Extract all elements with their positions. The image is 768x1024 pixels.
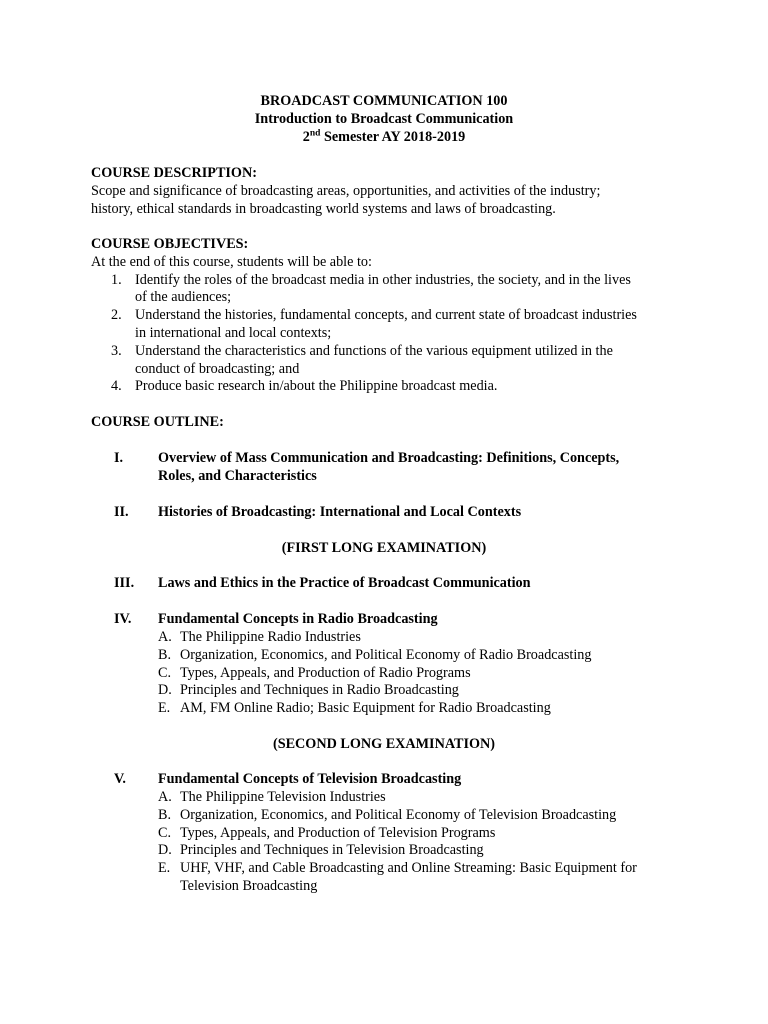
topic-letter: A. <box>158 789 172 805</box>
unit-numeral: I. <box>114 450 124 466</box>
list-item <box>158 647 688 665</box>
topic-text: Types, Appeals, and Production of Television Programs <box>180 824 496 841</box>
course-description-section <box>91 165 681 218</box>
objective-item <box>91 307 681 343</box>
unit-title-line-1: Overview of Mass Communication and Broadcasting: Definitions, Concepts, <box>158 450 620 466</box>
course-description-line-2: history, ethical standards in broadcasting world systems and laws of broadcasting. <box>91 200 556 217</box>
course-header <box>0 93 768 147</box>
objective-text: Identify the roles of the broadcast media in other industries, the society, and in the lives <box>135 271 631 288</box>
radio-topics-list <box>158 629 688 718</box>
topic-letter: D. <box>158 842 172 859</box>
topic-letter: D. <box>158 682 172 699</box>
semester-rest: Semester AY 2018-2019 <box>320 129 466 145</box>
topic-letter: C. <box>158 824 172 841</box>
topic-text: Organization, Economics, and Political Economy of Radio Broadcasting <box>180 646 592 663</box>
second-long-examination: (SECOND LONG EXAMINATION) <box>272 736 496 752</box>
list-item <box>158 807 688 825</box>
course-description-heading: COURSE DESCRIPTION: <box>91 165 257 181</box>
list-item <box>158 825 688 843</box>
topic-text: Principles and Techniques in Television Broadcasting <box>180 842 484 859</box>
objective-item <box>91 343 681 379</box>
list-item <box>158 700 688 718</box>
objective-number: 1. <box>111 271 122 288</box>
objectives-list <box>91 272 681 397</box>
semester-suffix: nd <box>309 128 321 139</box>
topic-text: Principles and Techniques in Radio Broadcasting <box>180 682 459 699</box>
topic-text-cont: Television Broadcasting <box>180 877 318 894</box>
course-description-line-1: Scope and significance of broadcasting areas, opportunities, and activities of the industry; <box>91 182 601 199</box>
list-item <box>158 842 688 860</box>
topic-text: Organization, Economics, and Political Economy of Television Broadcasting <box>180 806 617 823</box>
topic-text: The Philippine Television Industries <box>180 789 386 805</box>
topic-letter: E. <box>158 860 171 877</box>
unit-title-line-2: Roles, and Characteristics <box>158 467 317 484</box>
topic-text: The Philippine Radio Industries <box>180 629 361 645</box>
course-code: BROADCAST COMMUNICATION 100 <box>260 93 508 109</box>
list-item <box>158 789 688 807</box>
course-title: Introduction to Broadcast Communication <box>254 111 514 127</box>
tv-topics-list <box>158 789 688 896</box>
semester-line <box>0 129 768 147</box>
course-outline-heading: COURSE OUTLINE: <box>91 414 224 430</box>
topic-letter: C. <box>158 664 172 681</box>
topic-letter: B. <box>158 806 172 823</box>
topic-text: UHF, VHF, and Cable Broadcasting and Online Streaming: Basic Equipment for <box>180 860 637 877</box>
unit-title: Fundamental Concepts in Radio Broadcasting <box>158 611 438 627</box>
objective-text: Produce basic research in/about the Philippine broadcast media. <box>135 378 498 395</box>
unit-title: Fundamental Concepts of Television Broadcasting <box>158 771 462 787</box>
unit-title <box>158 450 678 486</box>
unit-numeral: IV. <box>114 611 132 627</box>
objective-item <box>91 272 681 308</box>
list-item <box>158 682 688 700</box>
topic-text: Types, Appeals, and Production of Radio Programs <box>180 664 471 681</box>
objective-text: Understand the characteristics and functions of the various equipment utilized in the <box>135 342 613 359</box>
unit-numeral: V. <box>114 771 126 787</box>
objective-number: 4. <box>111 378 122 395</box>
course-objectives-intro: At the end of this course, students will be able to: <box>91 253 372 270</box>
list-item <box>158 665 688 683</box>
course-objectives-section <box>91 236 681 396</box>
unit-numeral: III. <box>114 575 135 591</box>
topic-letter: B. <box>158 646 172 663</box>
objective-item <box>91 378 681 396</box>
objective-text-cont: in international and local contexts; <box>135 324 332 341</box>
list-item <box>158 629 688 647</box>
unit-title: Laws and Ethics in the Practice of Broadcast Communication <box>158 575 531 591</box>
unit-title: Histories of Broadcasting: International and Local Contexts <box>158 504 522 520</box>
topic-letter: A. <box>158 629 172 645</box>
objective-number: 3. <box>111 342 122 359</box>
semester-ordinal: 2 <box>302 129 310 145</box>
objective-text-cont: of the audiences; <box>135 289 232 306</box>
first-long-examination: (FIRST LONG EXAMINATION) <box>281 540 487 556</box>
list-item <box>158 860 688 896</box>
objective-text-cont: conduct of broadcasting; and <box>135 360 300 377</box>
unit-numeral: II. <box>114 504 129 520</box>
course-objectives-heading: COURSE OBJECTIVES: <box>91 236 249 252</box>
objective-number: 2. <box>111 307 122 324</box>
topic-text: AM, FM Online Radio; Basic Equipment for Radio Broadcasting <box>180 700 551 717</box>
objective-text: Understand the histories, fundamental concepts, and current state of broadcast industries <box>135 307 637 324</box>
topic-letter: E. <box>158 700 171 717</box>
